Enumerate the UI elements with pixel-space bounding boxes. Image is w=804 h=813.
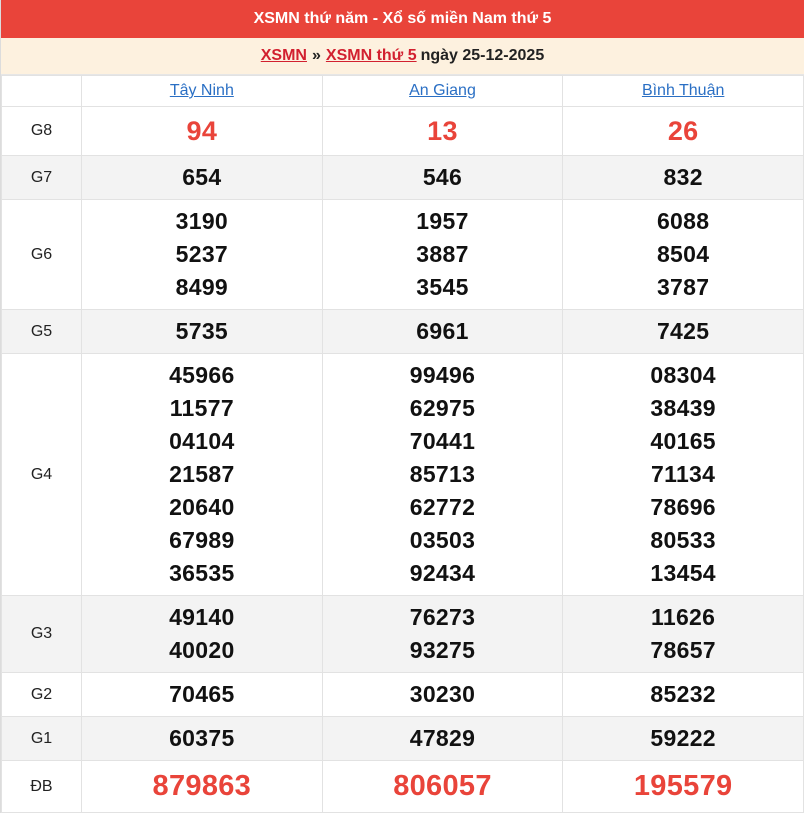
prize-number: 40020 — [169, 637, 235, 663]
prize-number: 80533 — [650, 527, 716, 553]
prize-cell — [563, 673, 804, 717]
prize-cell — [82, 596, 323, 673]
prize-label: G8 — [2, 107, 82, 156]
prize-number: 3887 — [416, 241, 469, 267]
prize-number: 45966 — [169, 362, 235, 388]
prize-number: 94 — [186, 115, 218, 146]
prize-row — [2, 596, 804, 673]
prize-number: 40165 — [650, 428, 716, 454]
prize-cell — [563, 200, 804, 310]
province-link-binh-thuan[interactable]: Bình Thuận — [641, 82, 725, 99]
prize-label: G1 — [2, 717, 82, 761]
prize-number: 546 — [422, 164, 463, 190]
prize-number: 5735 — [175, 318, 229, 344]
prize-number: 8504 — [656, 241, 710, 267]
prize-number: 832 — [663, 164, 703, 190]
prize-number: 36535 — [169, 560, 235, 586]
prize-label: G4 — [2, 354, 82, 596]
prize-number: 21587 — [169, 461, 235, 487]
prize-row — [2, 107, 804, 156]
prize-cell — [563, 717, 804, 761]
prize-number: 3190 — [175, 208, 229, 234]
prize-number: 13454 — [650, 560, 716, 586]
prize-cell — [82, 673, 323, 717]
breadcrumb-link-xsmn[interactable]: XSMN — [260, 47, 307, 64]
prize-cell — [563, 310, 804, 354]
prize-cell — [563, 596, 804, 673]
prize-cell — [563, 761, 804, 813]
prize-cell — [322, 354, 563, 596]
prize-cell — [322, 717, 563, 761]
prize-number: 67989 — [169, 527, 235, 553]
prize-cell — [563, 107, 804, 156]
prize-row — [2, 156, 804, 200]
prize-number: 8499 — [175, 274, 229, 300]
prize-cell — [82, 107, 323, 156]
breadcrumb-link-xsmn-thu-5[interactable]: XSMN thứ 5 — [325, 47, 417, 64]
prize-number: 6961 — [416, 318, 469, 344]
prize-number: 47829 — [409, 725, 476, 751]
prize-cell — [322, 596, 563, 673]
prize-number: 11626 — [651, 604, 716, 630]
province-cell — [82, 76, 323, 107]
prize-number: 85713 — [409, 461, 476, 487]
results-table — [1, 75, 804, 813]
panel-title-text: XSMN thứ năm - Xổ số miền Nam thứ 5 — [253, 10, 552, 27]
prize-number: 93275 — [409, 637, 476, 663]
prize-cell — [322, 673, 563, 717]
prize-number: 6088 — [656, 208, 710, 234]
prize-row — [2, 761, 804, 813]
prize-number: 70441 — [409, 428, 476, 454]
prize-number: 78696 — [650, 494, 716, 520]
prize-row — [2, 717, 804, 761]
prize-row — [2, 310, 804, 354]
province-cell — [563, 76, 804, 107]
prize-number: 7425 — [656, 318, 710, 344]
prize-cell — [322, 761, 563, 813]
prize-number: 78657 — [650, 637, 716, 663]
prize-cell — [563, 354, 804, 596]
prize-number: 49140 — [169, 604, 235, 630]
prize-cell — [322, 107, 563, 156]
prize-number: 04104 — [169, 428, 235, 454]
prize-cell — [82, 310, 323, 354]
prize-number: 59222 — [650, 725, 716, 751]
province-cell — [322, 76, 563, 107]
prize-number: 92434 — [409, 560, 476, 586]
prize-number: 5237 — [175, 241, 229, 267]
province-link-tay-ninh[interactable]: Tây Ninh — [169, 82, 234, 99]
prize-label: G5 — [2, 310, 82, 354]
prize-cell — [82, 354, 323, 596]
prize-row — [2, 200, 804, 310]
prize-number: 85232 — [650, 681, 716, 707]
prize-number: 1957 — [416, 208, 469, 234]
prize-number: 30230 — [409, 681, 476, 707]
prize-number: 20640 — [169, 494, 235, 520]
prize-number: 99496 — [409, 362, 476, 388]
prize-number: 3545 — [416, 274, 469, 300]
prize-number: 195579 — [633, 770, 733, 802]
prize-number: 654 — [182, 164, 222, 190]
prize-cell — [82, 200, 323, 310]
prize-row — [2, 673, 804, 717]
prize-number: 08304 — [650, 362, 716, 388]
prize-label: G7 — [2, 156, 82, 200]
prize-row — [2, 354, 804, 596]
prize-number: 62975 — [409, 395, 476, 421]
prize-number: 26 — [667, 115, 699, 146]
prize-number: 76273 — [409, 604, 476, 630]
prize-label: G2 — [2, 673, 82, 717]
province-header-row — [2, 76, 804, 107]
prize-number: 13 — [427, 115, 458, 146]
prize-number: 38439 — [650, 395, 716, 421]
prize-cell — [82, 717, 323, 761]
prize-number: 03503 — [409, 527, 476, 553]
prize-number: 70465 — [169, 681, 235, 707]
prize-number: 71134 — [651, 461, 716, 487]
header-empty-cell — [2, 76, 82, 107]
prize-cell — [322, 310, 563, 354]
prize-cell — [82, 156, 323, 200]
prize-cell — [322, 200, 563, 310]
prize-cell — [322, 156, 563, 200]
province-link-an-giang[interactable]: An Giang — [409, 82, 476, 99]
breadcrumb — [1, 38, 804, 75]
panel-title — [1, 0, 804, 38]
prize-label: G6 — [2, 200, 82, 310]
prize-cell — [563, 156, 804, 200]
prize-label: ĐB — [2, 761, 82, 813]
prize-number: 11577 — [169, 395, 234, 421]
prize-label: G3 — [2, 596, 82, 673]
prize-number: 806057 — [393, 770, 492, 802]
prize-number: 3787 — [656, 274, 710, 300]
prize-cell — [82, 761, 323, 813]
prize-number: 60375 — [169, 725, 235, 751]
breadcrumb-date: ngày 25-12-2025 — [420, 47, 545, 64]
prize-number: 62772 — [409, 494, 476, 520]
prize-number: 879863 — [152, 770, 252, 802]
breadcrumb-separator: » — [311, 47, 321, 64]
